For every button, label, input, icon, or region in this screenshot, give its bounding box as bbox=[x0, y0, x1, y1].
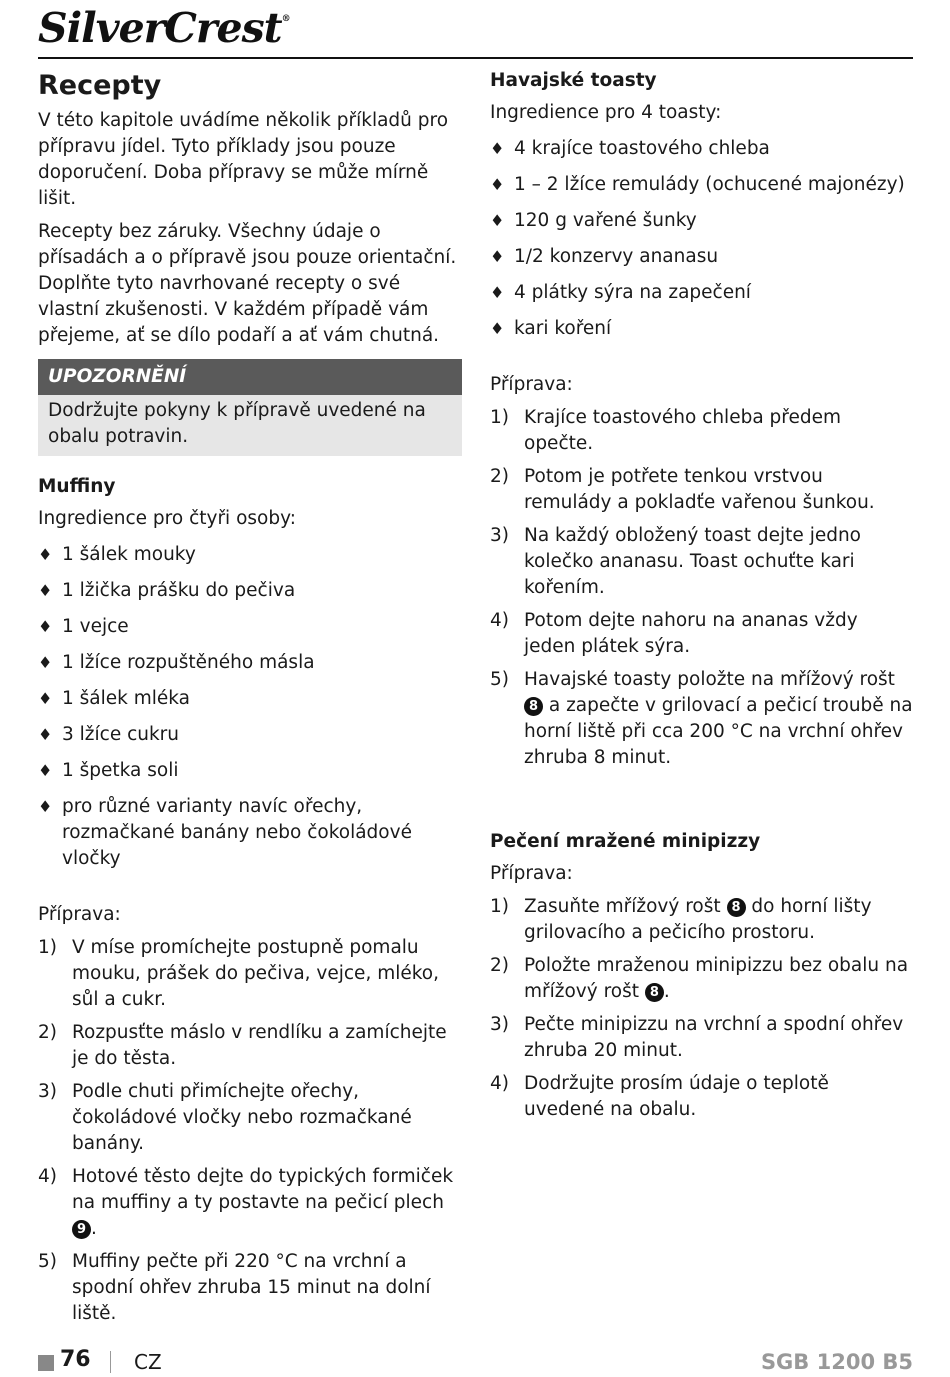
diamond-bullet-icon: ♦ bbox=[490, 211, 505, 230]
pizza-step-list bbox=[490, 894, 914, 1123]
model-number: SGB 1200 B5 bbox=[760, 1350, 913, 1374]
step-item: 2) Položte mraženou minipizzu bez obalu na mřížový rošt 8 . bbox=[490, 955, 909, 1002]
brand-name: SilverCrest bbox=[38, 4, 282, 52]
hawaii-prep-label: Příprava: bbox=[490, 374, 573, 395]
list-item: ♦ 1 lžíce rozpuštěného másla bbox=[38, 650, 462, 676]
pizza-prep-label: Příprava: bbox=[490, 863, 573, 884]
list-item: ♦ 120 g vařené šunky bbox=[490, 208, 914, 234]
step-item: 4) Hotové těsto dejte do typických formiček na muffiny a ty postavte na pečicí plech 9 . bbox=[38, 1166, 454, 1239]
list-item: ♦ 1 vejce bbox=[38, 614, 462, 640]
brand-logo bbox=[38, 4, 290, 52]
page-number: 76 bbox=[60, 1347, 91, 1372]
intro-paragraph-1: V této kapitole uvádíme několik příkladů pro přípravu jídel. Tyto příklady jsou pouze doporučení. Doba přípravy se může mírně lišit. bbox=[38, 110, 449, 209]
step-item: 2) Potom je potřete tenkou vrstvou remulády a pokladťe vařenou šunkou. bbox=[490, 466, 875, 513]
list-item: ♦ pro různé varianty navíc ořechy, rozmačkané banány nebo čokoládové vločky bbox=[38, 796, 412, 869]
diamond-bullet-icon: ♦ bbox=[38, 545, 53, 564]
list-item: ♦ 1/2 konzervy ananasu bbox=[490, 244, 914, 270]
list-item: ♦ 1 špetka soli bbox=[38, 758, 462, 784]
muffins-title: Muffiny bbox=[38, 476, 116, 497]
step-item: 1) Krajíce toastového chleba předem opečte. bbox=[490, 407, 842, 454]
hawaii-ingredients-label: Ingredience pro 4 toasty: bbox=[490, 102, 722, 123]
step-item: 3) Pečte minipizzu na vrchní a spodní ohřev zhruba 20 minut. bbox=[490, 1014, 904, 1061]
diamond-bullet-icon: ♦ bbox=[490, 319, 505, 338]
list-item: ♦ kari koření bbox=[490, 316, 914, 342]
diamond-bullet-icon: ♦ bbox=[38, 653, 53, 672]
diamond-bullet-icon: ♦ bbox=[38, 689, 53, 708]
page-title: Recepty bbox=[38, 70, 162, 101]
header-rule bbox=[38, 57, 913, 59]
muffins-ingredient-list bbox=[38, 542, 462, 872]
diamond-bullet-icon: ♦ bbox=[490, 283, 505, 302]
part-number-badge: 8 bbox=[727, 898, 746, 917]
warning-heading: UPOZORNĚNÍ bbox=[38, 359, 462, 395]
step-item: 5) Havajské toasty položte na mřížový rošt 8 a zapečte v grilovací a pečicí troubě na horní liště při cca 200 °C na vrchní ohřev zhruba 8 minut. bbox=[490, 669, 913, 768]
intro-paragraph-2: Recepty bez záruky. Všechny údaje o přísadách a o přípravě jsou pouze orientační. Doplňte tyto navrhované recepty o své vlastní zkušenosti. V každém případě vám přejeme, ať se dílo podaří a ať vám chutná. bbox=[38, 221, 457, 346]
list-item: ♦ 3 lžíce cukru bbox=[38, 722, 462, 748]
diamond-bullet-icon: ♦ bbox=[38, 797, 53, 816]
list-item: ♦ 1 lžička prášku do pečiva bbox=[38, 578, 462, 604]
part-number-badge: 8 bbox=[645, 983, 664, 1002]
list-item: ♦ 1 – 2 lžíce remulády (ochucené majonézy) bbox=[490, 172, 914, 198]
diamond-bullet-icon: ♦ bbox=[38, 581, 53, 600]
trademark-symbol: ® bbox=[281, 14, 290, 24]
diamond-bullet-icon: ♦ bbox=[38, 725, 53, 744]
list-item: ♦ 4 plátky sýra na zapečení bbox=[490, 280, 914, 306]
page-footer bbox=[38, 1347, 913, 1377]
hawaii-step-list bbox=[490, 405, 914, 771]
step-item: 1) Zasuňte mřížový rošt 8 do horní lišty grilovacího a pečicího prostoru. bbox=[490, 896, 872, 943]
right-column bbox=[490, 68, 914, 1130]
language-code: CZ bbox=[134, 1350, 162, 1374]
hawaii-title: Havajské toasty bbox=[490, 70, 657, 91]
part-number-badge: 9 bbox=[72, 1220, 91, 1239]
left-column bbox=[38, 68, 462, 1334]
footer-divider bbox=[110, 1351, 111, 1373]
muffins-ingredients-label: Ingredience pro čtyři osoby: bbox=[38, 508, 296, 529]
footer-square-icon bbox=[38, 1355, 54, 1371]
diamond-bullet-icon: ♦ bbox=[38, 761, 53, 780]
muffins-step-list bbox=[38, 935, 462, 1327]
muffins-prep-label: Příprava: bbox=[38, 904, 121, 925]
step-item: 3) Podle chuti přimíchejte ořechy, čokoládové vločky nebo rozmačkané banány. bbox=[38, 1081, 412, 1154]
diamond-bullet-icon: ♦ bbox=[490, 247, 505, 266]
list-item: ♦ 1 šálek mléka bbox=[38, 686, 462, 712]
list-item: ♦ 1 šálek mouky bbox=[38, 542, 462, 568]
step-item: 2) Rozpusťte máslo v rendlíku a zamíchejte je do těsta. bbox=[38, 1022, 447, 1069]
diamond-bullet-icon: ♦ bbox=[490, 139, 505, 158]
list-item: ♦ 4 krajíce toastového chleba bbox=[490, 136, 914, 162]
hawaii-ingredient-list bbox=[490, 136, 914, 342]
step-item: 4) Dodržujte prosím údaje o teplotě uvedené na obalu. bbox=[490, 1073, 829, 1120]
warning-text: Dodržujte pokyny k přípravě uvedené na obalu potravin. bbox=[38, 395, 462, 456]
step-item: 5) Muffiny pečte při 220 °C na vrchní a spodní ohřev zhruba 15 minut na dolní liště. bbox=[38, 1251, 431, 1324]
step-item: 4) Potom dejte nahoru na ananas vždy jeden plátek sýra. bbox=[490, 610, 858, 657]
step-item: 3) Na každý obložený toast dejte jedno kolečko ananasu. Toast ochuťte kari kořením. bbox=[490, 525, 862, 598]
step-item: 1) V míse promíchejte postupně pomalu mouku, prášek do pečiva, vejce, mléko, sůl a cukr. bbox=[38, 937, 440, 1010]
pizza-title: Pečení mražené minipizzy bbox=[490, 831, 761, 852]
part-number-badge: 8 bbox=[524, 697, 543, 716]
diamond-bullet-icon: ♦ bbox=[38, 617, 53, 636]
diamond-bullet-icon: ♦ bbox=[490, 175, 505, 194]
